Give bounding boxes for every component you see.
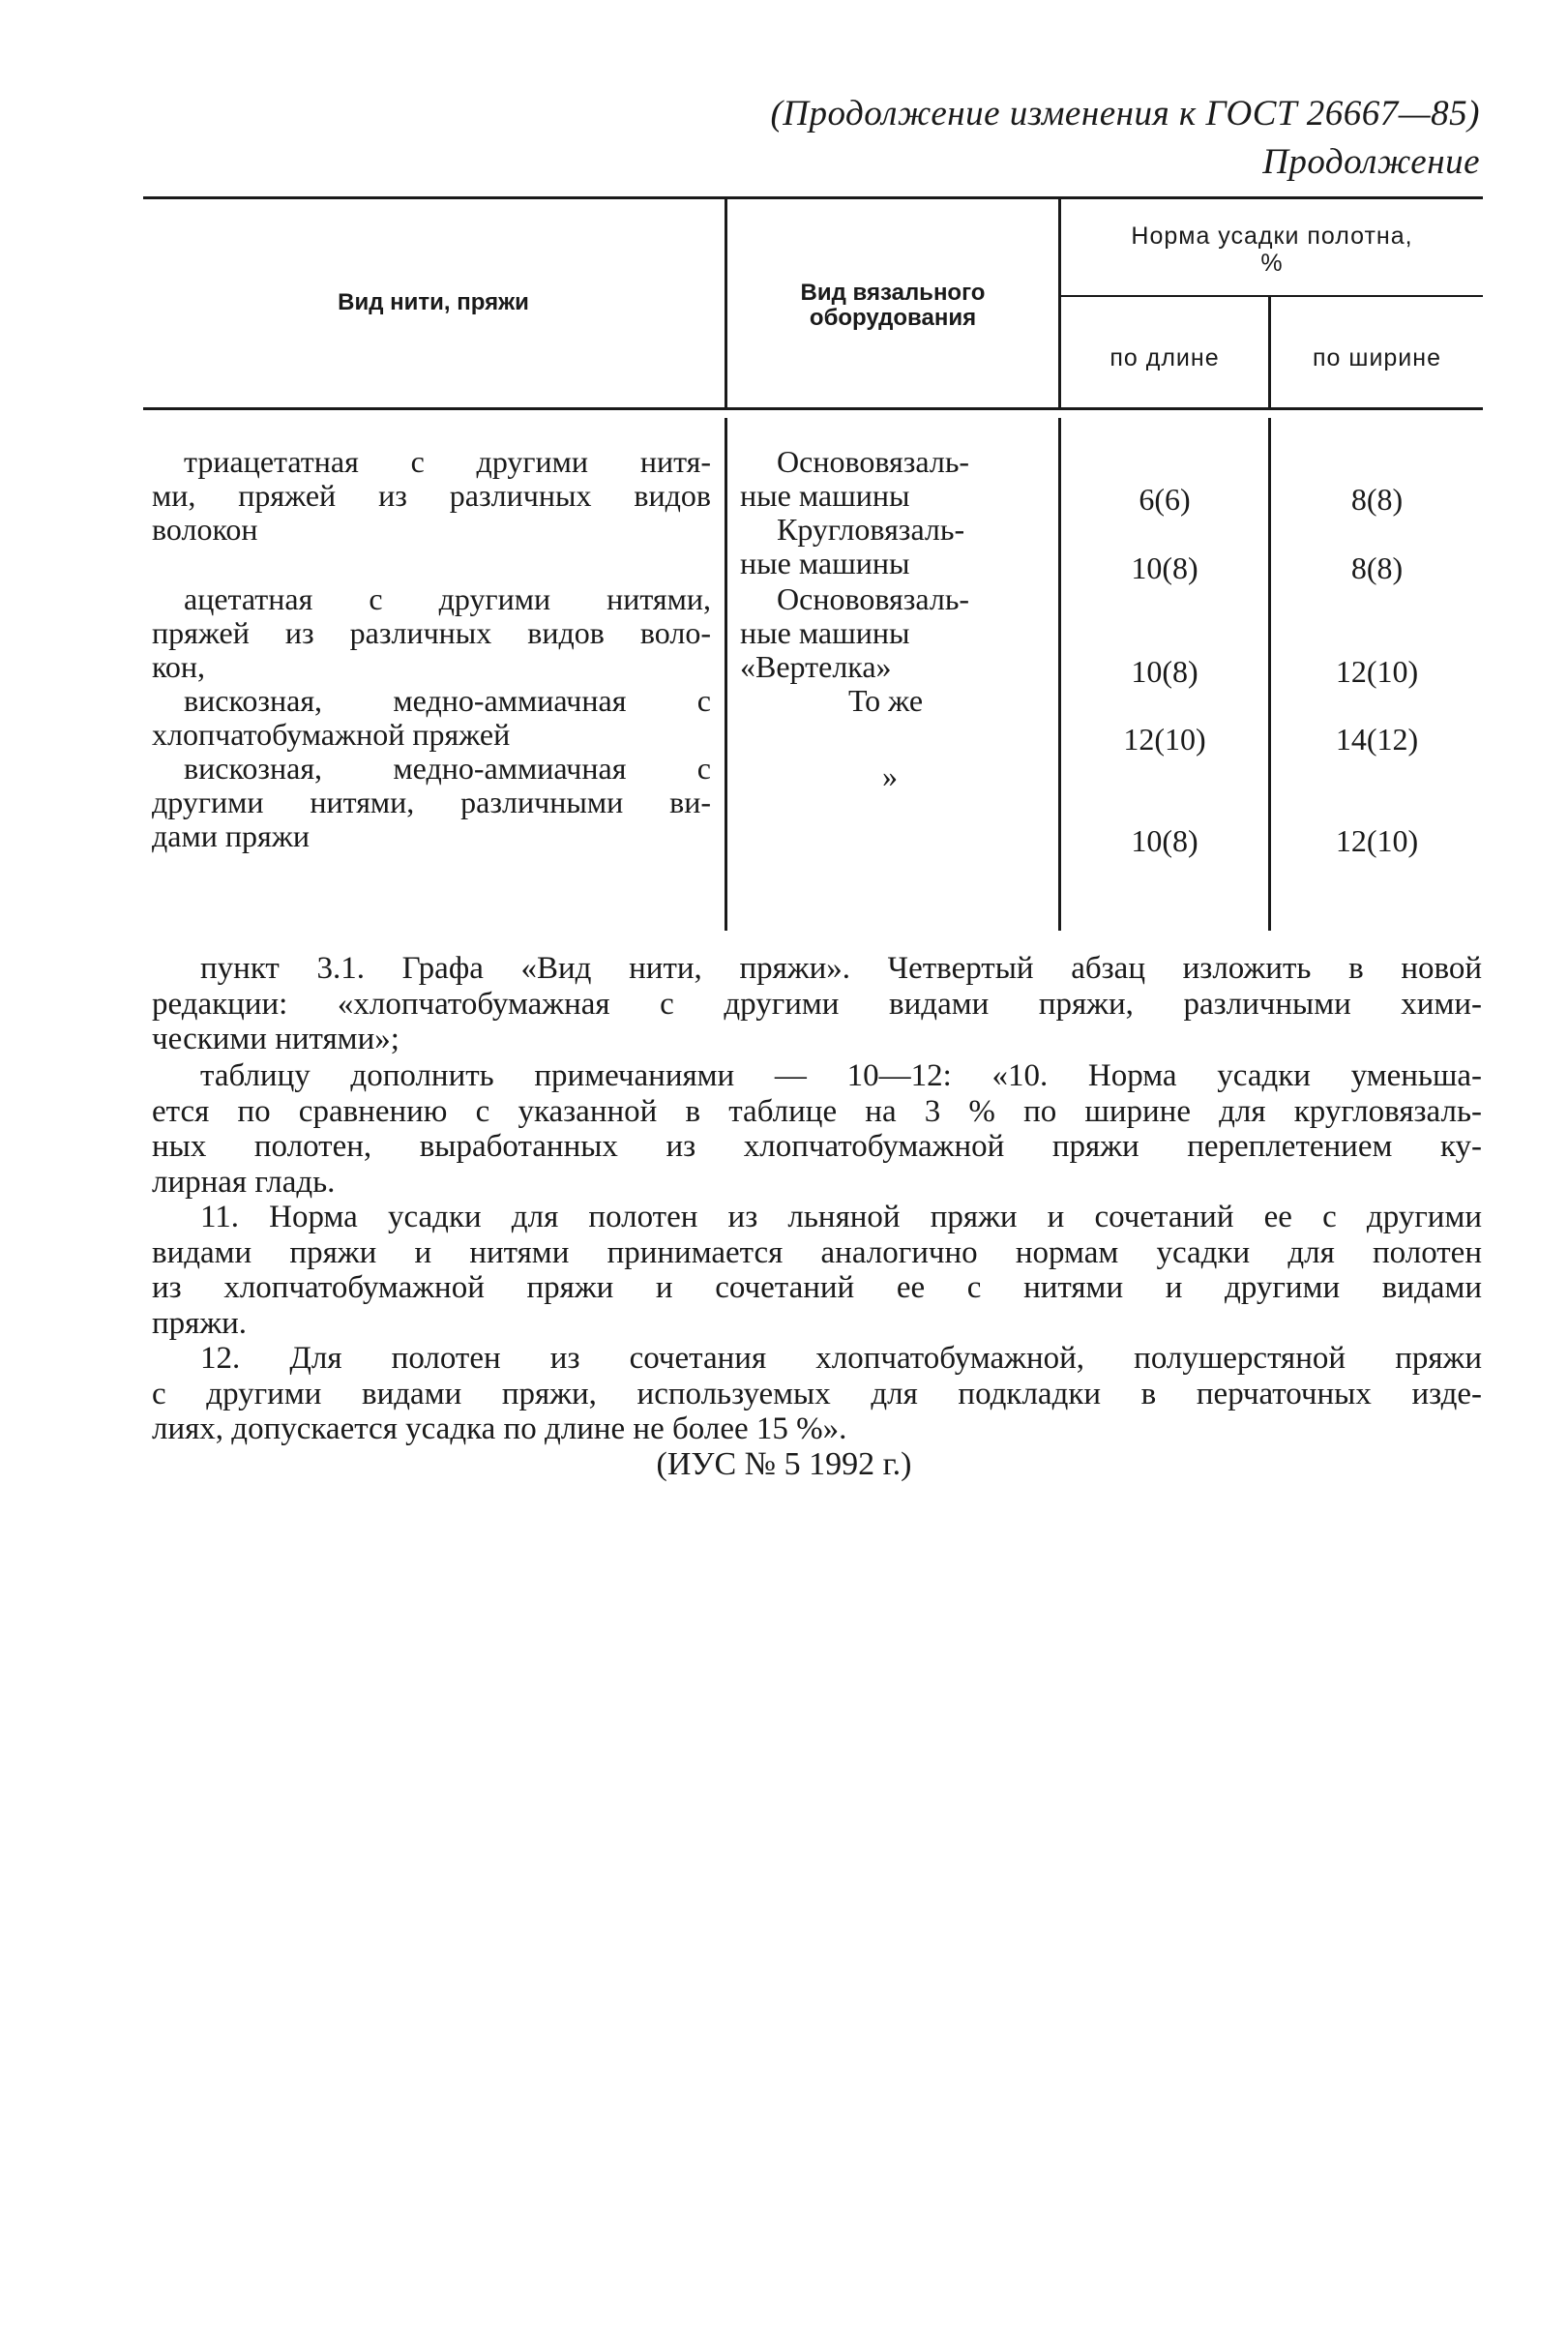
table-header-bottom-rule: [143, 407, 1483, 410]
paragraph-line: пряжи.: [152, 1305, 248, 1341]
paragraph-notes-intro: [152, 1058, 1482, 1200]
length-value: 10(8): [1131, 823, 1198, 858]
width-value: 8(8): [1350, 482, 1404, 517]
thread-line: дами пряжи: [152, 818, 310, 853]
width-value: 12(10): [1335, 823, 1419, 858]
width-value: 8(8): [1350, 550, 1404, 585]
header-equipment-line1: Вид вязального: [800, 280, 986, 306]
table-top-rule: [143, 196, 1483, 199]
header-thread-type: Вид нити, пряжи: [338, 289, 529, 315]
paragraph-note-11: [152, 1200, 1482, 1341]
equipment-line: Основовязаль-: [777, 444, 970, 479]
paragraph-line: 12. Для полотен из сочетания хлопчатобумажной, полушерстяной пряжи: [200, 1341, 1482, 1376]
header-width: по ширине: [1313, 344, 1441, 371]
paragraph-line: ных полотен, выработанных из хлопчатобумажной пряжи переплетением ку-: [152, 1129, 1482, 1164]
equipment-line: ные машины: [740, 478, 910, 513]
column-divider-1-body: [725, 418, 727, 931]
equipment-line: То же: [848, 683, 924, 718]
equipment-line: ные машины: [740, 546, 910, 580]
thread-line: хлопчатобумажной пряжей: [152, 717, 511, 752]
paragraph-line: с другими видами пряжи, используемых для подкладки в перчаточных изде-: [152, 1376, 1482, 1411]
thread-line: ми, пряжей из различных видов: [152, 478, 711, 513]
paragraph-line: пункт 3.1. Графа «Вид нити, пряжи». Четвертый абзац изложить в новой: [200, 951, 1482, 986]
paragraph-line: редакции: «хлопчатобумажная с другими видами пряжи, различными хими-: [152, 986, 1482, 1022]
thread-line: волокон: [152, 512, 258, 547]
equipment-line: Основовязаль-: [777, 581, 970, 616]
paragraph-line: таблицу дополнить примечаниями — 10—12: «10. Норма усадки уменьша-: [200, 1058, 1482, 1093]
paragraph-line: из хлопчатобумажной пряжи и сочетаний ее с нитями и другими видами: [152, 1270, 1482, 1305]
length-value: 10(8): [1131, 550, 1198, 585]
header-length: по длине: [1109, 344, 1220, 371]
length-value: 10(8): [1131, 654, 1198, 689]
paragraph-line: 11. Норма усадки для полотен из льняной пряжи и сочетаний ее с другими: [200, 1200, 1482, 1234]
thread-line: ацетатная с другими нитями,: [184, 581, 711, 616]
width-value: 12(10): [1335, 654, 1419, 689]
thread-line: вискозная, медно-аммиачная с: [184, 683, 711, 718]
continuation-header: (Продолжение изменения к ГОСТ 26667—85): [770, 94, 1480, 134]
length-value: 6(6): [1139, 482, 1191, 517]
equipment-line: ные машины: [740, 615, 910, 650]
continued-label: Продолжение: [1262, 142, 1480, 182]
paragraph-note-12: [152, 1341, 1482, 1447]
table-subheader-rule: [1061, 295, 1483, 297]
length-value: 12(10): [1123, 722, 1206, 757]
paragraph-item-3-1: [152, 951, 1482, 1057]
width-value: 14(12): [1335, 722, 1419, 757]
paragraph-line: ется по сравнению с указанной в таблице на 3 % по ширине для кругловязаль-: [152, 1093, 1482, 1129]
thread-line: пряжей из различных видов воло-: [152, 615, 711, 650]
header-shrinkage-line2: %: [1260, 250, 1284, 277]
thread-line: другими нитями, различными ви-: [152, 785, 711, 819]
header-shrinkage-line1: Норма усадки полотна,: [1131, 223, 1413, 250]
source-reference: (ИУС № 5 1992 г.): [656, 1446, 912, 1482]
thread-line: триацетатная с другими нитя-: [184, 444, 711, 479]
equipment-line: «Вертелка»: [740, 649, 892, 684]
paragraph-line: лирная гладь.: [152, 1164, 336, 1200]
thread-line: вискозная, медно-аммиачная с: [184, 751, 711, 786]
paragraph-line: видами пряжи и нитями принимается аналогично нормам усадки для полотен: [152, 1234, 1482, 1270]
equipment-line: Кругловязаль-: [777, 512, 965, 547]
equipment-line: »: [882, 758, 898, 793]
paragraph-line: лиях, допускается усадка по длине не более 15 %».: [152, 1411, 847, 1446]
thread-line: кон,: [152, 649, 206, 684]
header-equipment-line2: оборудования: [809, 305, 977, 331]
paragraph-line: ческими нитями»;: [152, 1022, 399, 1056]
